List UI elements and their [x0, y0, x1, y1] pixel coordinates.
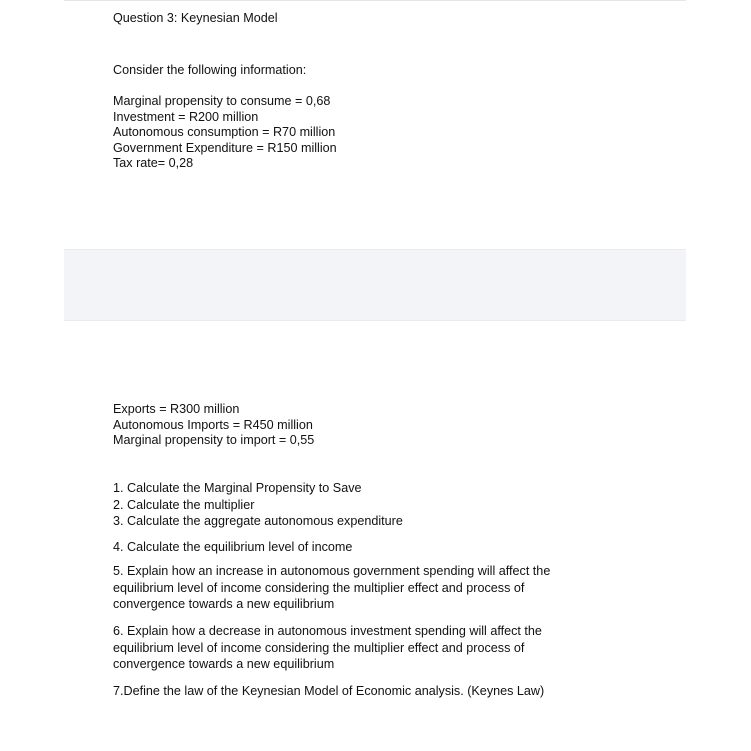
question-item: 6. Explain how a decrease in autonomous investment spending will affect the equilibrium level of income considering the multiplier effect and process of convergence towards a new equilibrium: [113, 624, 542, 671]
info-investment: Investment = R200 million: [113, 109, 259, 124]
question-item: 2. Calculate the multiplier: [113, 498, 255, 512]
info-tax-rate: Tax rate= 0,28: [113, 156, 194, 171]
info-autonomous-imports: Autonomous Imports = R450 million: [113, 417, 313, 432]
info-exports: Exports = R300 million: [113, 402, 240, 416]
trade-information-list: [113, 402, 314, 449]
info-mpc: Marginal propensity to consume = 0,68: [113, 94, 331, 108]
question-item: 1. Calculate the Marginal Propensity to Save: [113, 481, 362, 495]
page-top-edge: [64, 0, 686, 1]
intro-text: Consider the following information:: [113, 63, 307, 77]
question-item: 5. Explain how an increase in autonomous government spending will affect the equilibrium level of income considering the multiplier effect and process of convergence towards a new equilibrium: [113, 564, 551, 611]
info-government-expenditure: Government Expenditure = R150 million: [113, 140, 337, 155]
question-item: 3. Calculate the aggregate autonomous expenditure: [113, 514, 403, 528]
page-break-band: [64, 249, 686, 321]
question-item: 7.Define the law of the Keynesian Model of Economic analysis. (Keynes Law): [113, 684, 545, 698]
question-title: Question 3: Keynesian Model: [113, 11, 278, 25]
info-mpm: Marginal propensity to import = 0,55: [113, 433, 315, 448]
given-information-list: [113, 94, 337, 172]
info-autonomous-consumption: Autonomous consumption = R70 million: [113, 125, 336, 140]
question-item: 4. Calculate the equilibrium level of income: [113, 540, 353, 554]
